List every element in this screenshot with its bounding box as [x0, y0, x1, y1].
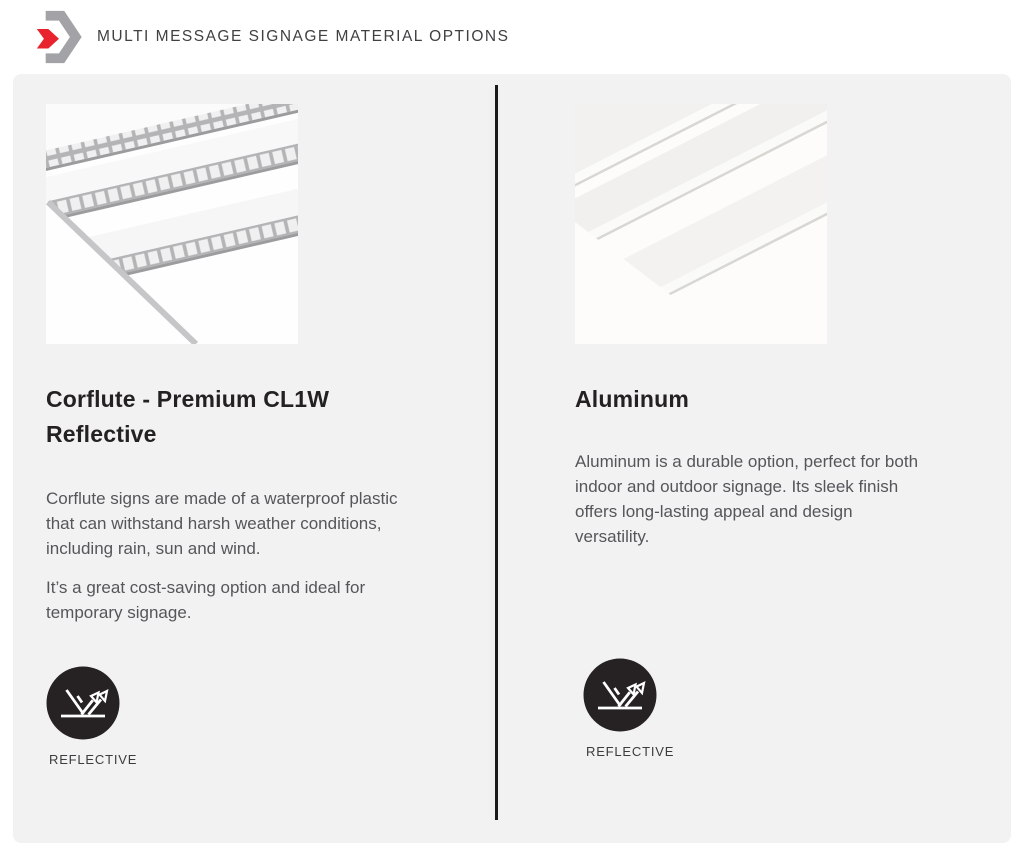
- card-description: [46, 486, 402, 625]
- reflective-rays-icon: [583, 658, 657, 732]
- description-paragraph: Corflute signs are made of a waterproof plastic that can withstand harsh weather conditions, including rain, sun and wind.: [46, 489, 398, 558]
- material-card-aluminum: [575, 104, 995, 824]
- card-heading: Aluminum: [575, 386, 690, 412]
- description-paragraph: It’s a great cost-saving option and ideal for temporary signage.: [46, 578, 366, 622]
- page-title: MULTI MESSAGE SIGNAGE MATERIAL OPTIONS: [97, 28, 510, 45]
- reflective-label: REFLECTIVE: [586, 744, 675, 759]
- chevron-d-logo-icon: [19, 6, 83, 68]
- vertical-divider: [495, 85, 498, 820]
- reflective-label: REFLECTIVE: [49, 752, 138, 767]
- content-panel: [13, 74, 1011, 843]
- reflective-badge: [583, 658, 783, 759]
- card-heading: Corflute - Premium CL1W Reflective: [46, 386, 330, 447]
- reflective-badge: [46, 666, 246, 767]
- corflute-sheets-photo: [46, 104, 298, 344]
- description-paragraph: Aluminum is a durable option, perfect for both indoor and outdoor signage. Its sleek finish offers long-lasting appeal and design versatility.: [575, 452, 919, 546]
- card-description: [575, 449, 931, 549]
- page-header: [0, 0, 1024, 74]
- reflective-rays-icon: [46, 666, 120, 740]
- aluminum-sheets-photo: [575, 104, 827, 344]
- material-card-corflute: [46, 104, 466, 824]
